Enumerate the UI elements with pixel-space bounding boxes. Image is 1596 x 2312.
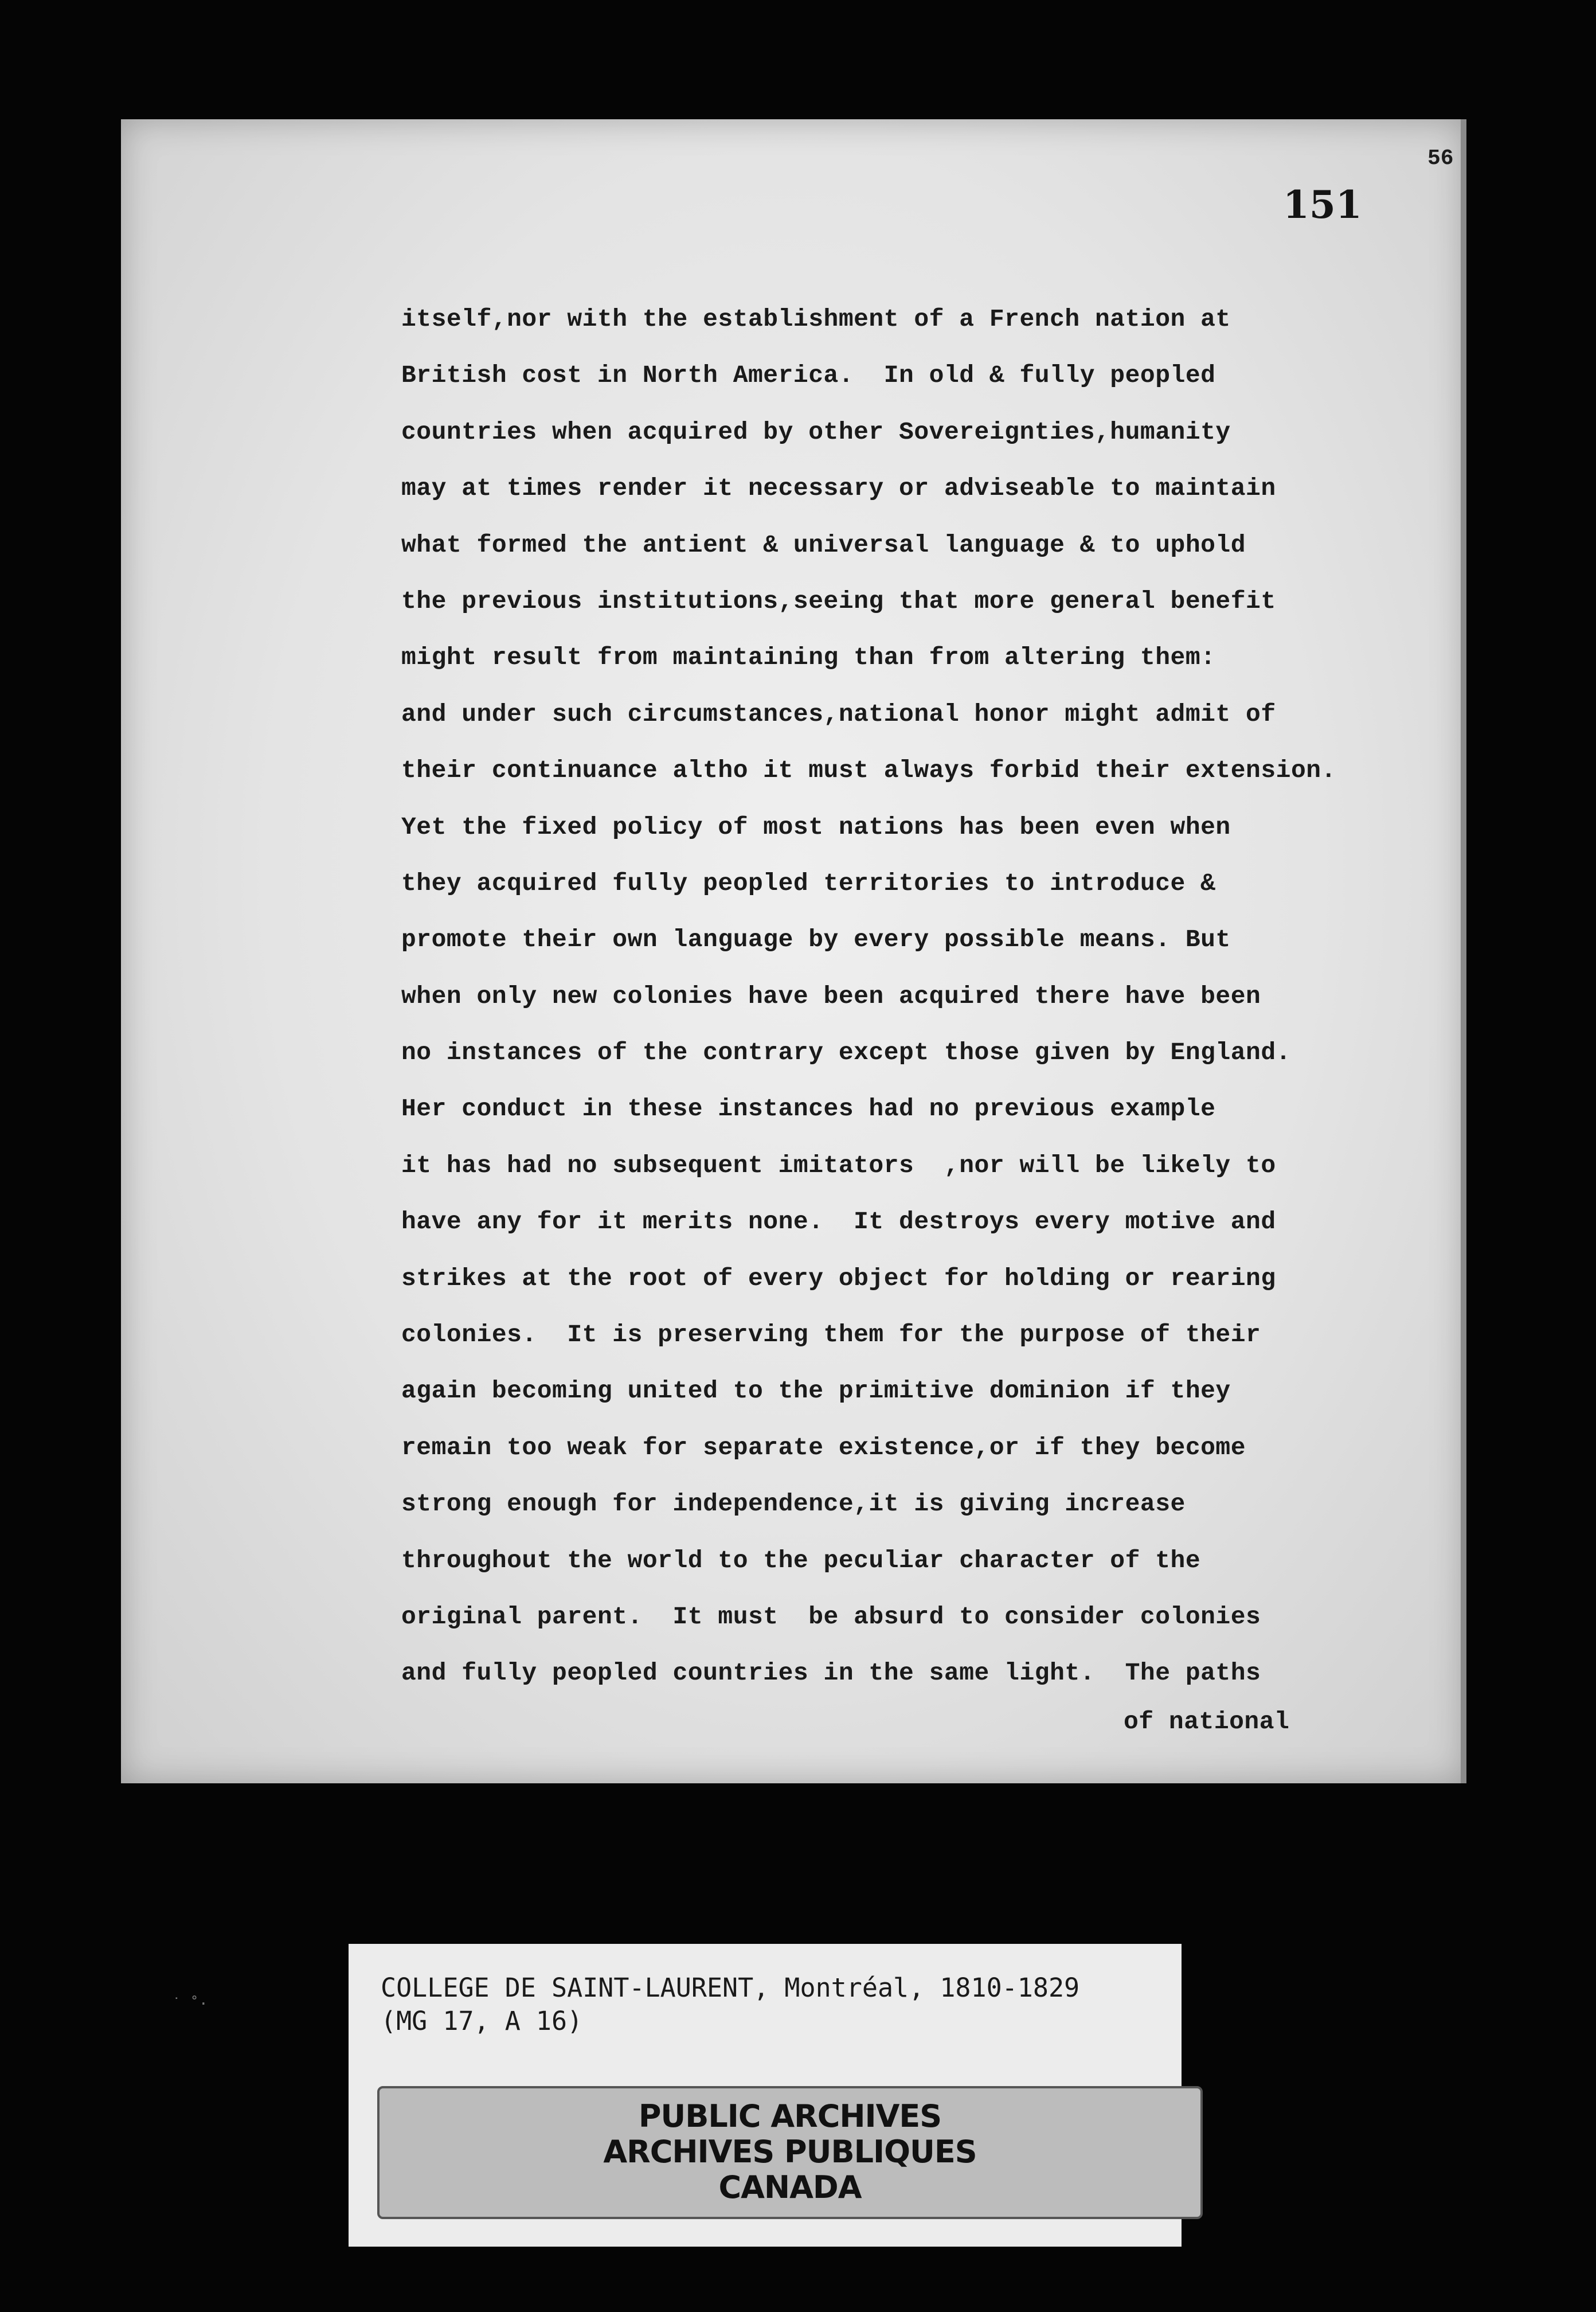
text-line: remain too weak for separate existence,or if they become [401, 1433, 1246, 1462]
text-line: have any for it merits none. It destroys every motive and [401, 1208, 1276, 1236]
text-line: may at times render it necessary or adviseable to maintain [401, 474, 1276, 503]
text-line: the previous institutions,seeing that more general benefit [401, 587, 1276, 615]
text-line: British cost in North America. In old & fully peopled [401, 361, 1216, 390]
text-line: again becoming united to the primitive dominion if they [401, 1377, 1231, 1405]
film-specks: ˙ ˚· [172, 1995, 208, 2013]
folio-number-small: 56 [1427, 146, 1454, 171]
text-line: it has had no subsequent imitators ,nor will be likely to [401, 1151, 1276, 1180]
text-line: what formed the antient & universal language & to uphold [401, 530, 1246, 559]
text-line: promote their own language by every possible means. But [401, 925, 1231, 954]
text-line: and fully peopled countries in the same light. The paths [401, 1659, 1261, 1688]
text-line: when only new colonies have been acquired there have been [401, 982, 1261, 1010]
text-line: strong enough for independence,it is giving increase [401, 1490, 1186, 1518]
folio-number-large: 151 [1283, 182, 1362, 227]
stamp-line-french: ARCHIVES PUBLIQUES [603, 2134, 977, 2170]
text-line: original parent. It must be absurd to consider colonies [401, 1602, 1261, 1631]
catalog-label [349, 1944, 1182, 2247]
stamp-line-country: CANADA [718, 2169, 862, 2205]
stamp-line-english: PUBLIC ARCHIVES [638, 2098, 942, 2134]
text-line: Yet the fixed policy of most nations has been even when [401, 813, 1231, 841]
body-text [401, 291, 1468, 1742]
text-line: countries when acquired by other Sovereignties,humanity [401, 417, 1231, 446]
text-line: itself,nor with the establishment of a French nation at [401, 305, 1231, 333]
text-line: no instances of the contrary except those given by England. [401, 1038, 1291, 1067]
text-line: might result from maintaining than from altering them: [401, 643, 1216, 672]
text-line: throughout the world to the peculiar character of the [401, 1546, 1201, 1575]
collection-reference: (MG 17, A 16) [381, 2006, 583, 2036]
catchword-line: of national [1124, 1707, 1290, 1736]
archives-stamp [377, 2086, 1203, 2219]
text-line: strikes at the root of every object for holding or rearing [401, 1264, 1276, 1292]
text-line: Her conduct in these instances had no previous example [401, 1095, 1216, 1123]
text-line: they acquired fully peopled territories to introduce & [401, 869, 1216, 897]
text-line: their continuance altho it must always forbid their extension. [401, 756, 1336, 785]
text-line: and under such circumstances,national honor might admit of [401, 700, 1276, 728]
text-line: colonies. It is preserving them for the purpose of their [401, 1321, 1261, 1349]
collection-title: COLLEGE DE SAINT-LAURENT, Montréal, 1810-1829 [381, 1973, 1080, 2003]
